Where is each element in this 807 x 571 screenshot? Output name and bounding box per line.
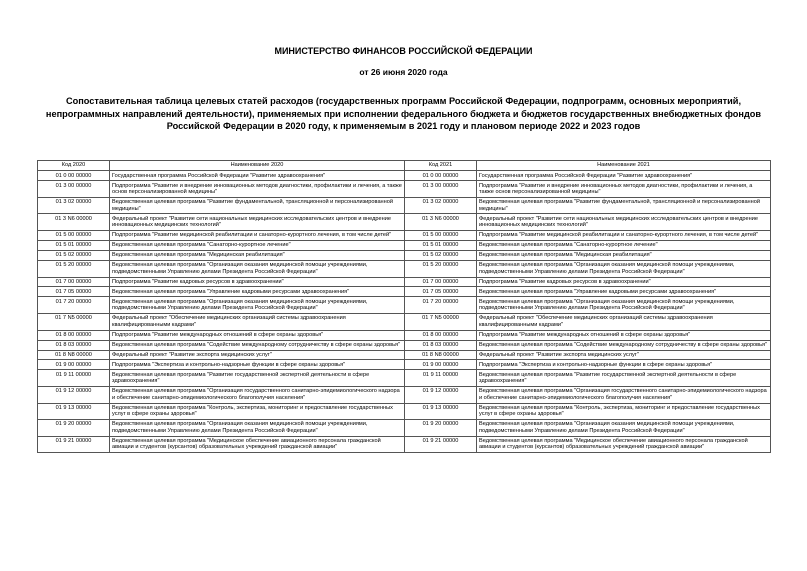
cell-name-2021: Ведомственная целевая программа "Содействие международному сотрудничеству в сфере охраны здоровья" <box>477 340 771 350</box>
cell-code-2020: 01 7 00 00000 <box>38 277 110 287</box>
table-row <box>38 287 771 297</box>
table-row <box>38 171 771 181</box>
cell-code-2020: 01 9 11 00000 <box>38 370 110 387</box>
table-row <box>38 360 771 370</box>
cell-name-2020: Подпрограмма "Развитие медицинской реабилитации и санаторно-курортного лечения, в том числе детей" <box>110 231 405 241</box>
cell-name-2020: Ведомственная целевая программа "Развитие фундаментальной, трансляционной и персонализированной медицины" <box>110 197 405 214</box>
table-row <box>38 340 771 350</box>
cell-name-2021: Подпрограмма "Экспертиза и контрольно-надзорные функции в сфере охраны здоровья" <box>477 360 771 370</box>
table-row <box>38 420 771 437</box>
table-row <box>38 403 771 420</box>
cell-code-2021: 01 7 05 00000 <box>405 287 477 297</box>
cell-name-2021: Ведомственная целевая программа "Санаторно-курортное лечение" <box>477 241 771 251</box>
cell-name-2020: Подпрограмма "Экспертиза и контрольно-надзорные функции в сфере охраны здоровья" <box>110 360 405 370</box>
table-row <box>38 241 771 251</box>
column-header-name-2021: Наименование 2021 <box>477 161 771 171</box>
table-row <box>38 387 771 404</box>
cell-name-2021: Государственная программа Российской Федерации "Развитие здравоохранения" <box>477 171 771 181</box>
comparison-table <box>37 160 771 453</box>
table-row <box>38 231 771 241</box>
column-header-code-2021: Код 2021 <box>405 161 477 171</box>
cell-code-2021: 01 9 00 00000 <box>405 360 477 370</box>
table-row <box>38 277 771 287</box>
cell-code-2021: 01 7 N5 00000 <box>405 314 477 331</box>
table-row <box>38 297 771 314</box>
cell-code-2021: 01 9 13 00000 <box>405 403 477 420</box>
cell-name-2021: Ведомственная целевая программа "Организация оказания медицинской помощи учреждениями, подведомственными Управлению делами Президента Российской Федерации" <box>477 420 771 437</box>
cell-code-2020: 01 5 01 00000 <box>38 241 110 251</box>
cell-code-2021: 01 0 00 00000 <box>405 171 477 181</box>
cell-code-2021: 01 9 11 00000 <box>405 370 477 387</box>
cell-name-2021: Подпрограмма "Развитие и внедрение инновационных методов диагностики, профилактики и лечения, а также основ персонализированной медицины" <box>477 181 771 198</box>
cell-name-2021: Ведомственная целевая программа "Организация государственного санитарно-эпидемиологического надзора и обеспечение санитарно-эпидемиологического благополучия населения" <box>477 387 771 404</box>
table-row <box>38 197 771 214</box>
cell-code-2020: 01 9 12 00000 <box>38 387 110 404</box>
cell-code-2020: 01 5 00 00000 <box>38 231 110 241</box>
cell-name-2021: Подпрограмма "Развитие международных отношений в сфере охраны здоровья" <box>477 330 771 340</box>
cell-code-2021: 01 9 12 00000 <box>405 387 477 404</box>
cell-code-2020: 01 0 00 00000 <box>38 171 110 181</box>
cell-name-2021: Ведомственная целевая программа "Управление кадровыми ресурсами здравоохранения" <box>477 287 771 297</box>
cell-code-2020: 01 7 05 00000 <box>38 287 110 297</box>
cell-name-2020: Подпрограмма "Развитие и внедрение инновационных методов диагностики, профилактики и лечения, а также основ персонализированной медицины" <box>110 181 405 198</box>
cell-name-2020: Государственная программа Российской Федерации "Развитие здравоохранения" <box>110 171 405 181</box>
document-title: Сопоставительная таблица целевых статей расходов (государственных программ Российской Федерации, подпрограмм, основных мероприятий, непрограммных направлений деятельности), применяемых при исполнении федерального бюджета и бюджетов государственных внебюджетных фондов Российской Федерации в 2020 году, к применяемым в 2021 году и плановом периоде 2022 и 2023 годов <box>45 96 762 131</box>
cell-code-2020: 01 8 00 00000 <box>38 330 110 340</box>
cell-name-2020: Федеральный проект "Развитие экспорта медицинских услуг" <box>110 350 405 360</box>
cell-code-2020: 01 5 20 00000 <box>38 260 110 277</box>
cell-code-2021: 01 3 N6 00000 <box>405 214 477 231</box>
cell-code-2020: 01 7 N5 00000 <box>38 314 110 331</box>
ministry-heading: МИНИСТЕРСТВО ФИНАНСОВ РОССИЙСКОЙ ФЕДЕРАЦИИ <box>274 46 533 56</box>
cell-name-2021: Ведомственная целевая программа "Медицинская реабилитация" <box>477 250 771 260</box>
cell-name-2020: Ведомственная целевая программа "Организация оказания медицинской помощи учреждениями, подведомственными Управлению делами Президента Российской Федерации" <box>110 420 405 437</box>
cell-name-2020: Ведомственная целевая программа "Медицинское обеспечение авиационного персонала гражданской авиации и студентов (курсантов) образовательных учреждений гражданской авиации" <box>110 436 405 453</box>
cell-name-2020: Федеральный проект "Обеспечение медицинских организаций системы здравоохранения квалифицированными кадрами" <box>110 314 405 331</box>
column-header-code-2020: Код 2020 <box>38 161 110 171</box>
table-header-row <box>38 161 771 171</box>
cell-code-2020: 01 5 02 00000 <box>38 250 110 260</box>
cell-name-2020: Ведомственная целевая программа "Развитие государственной экспертной деятельности в сфере здравоохранения" <box>110 370 405 387</box>
cell-code-2020: 01 3 02 00000 <box>38 197 110 214</box>
cell-code-2021: 01 9 21 00000 <box>405 436 477 453</box>
cell-code-2021: 01 9 20 00000 <box>405 420 477 437</box>
column-header-name-2020: Наименование 2020 <box>110 161 405 171</box>
cell-name-2021: Ведомственная целевая программа "Контроль, экспертиза, мониторинг и предоставление государственных услуг в сфере охраны здоровья" <box>477 403 771 420</box>
cell-code-2021: 01 5 00 00000 <box>405 231 477 241</box>
cell-code-2021: 01 5 01 00000 <box>405 241 477 251</box>
cell-code-2021: 01 3 02 00000 <box>405 197 477 214</box>
table-row <box>38 370 771 387</box>
cell-name-2021: Федеральный проект "Обеспечение медицинских организаций системы здравоохранения квалифицированными кадрами" <box>477 314 771 331</box>
cell-name-2021: Ведомственная целевая программа "Развитие фундаментальной, трансляционной и персонализированной медицины" <box>477 197 771 214</box>
cell-code-2020: 01 9 13 00000 <box>38 403 110 420</box>
cell-code-2021: 01 7 00 00000 <box>405 277 477 287</box>
cell-name-2020: Ведомственная целевая программа "Контроль, экспертиза, мониторинг и предоставление государственных услуг в сфере охраны здоровья" <box>110 403 405 420</box>
cell-name-2020: Ведомственная целевая программа "Санаторно-курортное лечение" <box>110 241 405 251</box>
cell-code-2020: 01 3 00 00000 <box>38 181 110 198</box>
document-date: от 26 июня 2020 года <box>359 67 448 77</box>
cell-code-2020: 01 8 03 00000 <box>38 340 110 350</box>
cell-name-2021: Ведомственная целевая программа "Организация оказания медицинской помощи учреждениями, подведомственными Управлению делами Президента Российской Федерации" <box>477 260 771 277</box>
cell-name-2021: Федеральный проект "Развитие экспорта медицинских услуг" <box>477 350 771 360</box>
table-row <box>38 350 771 360</box>
cell-code-2021: 01 8 03 00000 <box>405 340 477 350</box>
table-row <box>38 330 771 340</box>
cell-code-2020: 01 3 N6 00000 <box>38 214 110 231</box>
cell-name-2021: Ведомственная целевая программа "Организация оказания медицинской помощи учреждениями, подведомственными Управлению делами Президента Российской Федерации" <box>477 297 771 314</box>
table-row <box>38 260 771 277</box>
cell-name-2021: Подпрограмма "Развитие кадровых ресурсов в здравоохранении" <box>477 277 771 287</box>
cell-name-2020: Ведомственная целевая программа "Управление кадровыми ресурсами здравоохранения" <box>110 287 405 297</box>
cell-code-2020: 01 7 20 00000 <box>38 297 110 314</box>
cell-name-2020: Ведомственная целевая программа "Организация оказания медицинской помощи учреждениями, подведомственными Управлению делами Президента Российской Федерации" <box>110 297 405 314</box>
cell-code-2021: 01 5 02 00000 <box>405 250 477 260</box>
cell-code-2020: 01 9 20 00000 <box>38 420 110 437</box>
cell-name-2020: Федеральный проект "Развитие сети национальных медицинских исследовательских центров и внедрение инновационных медицинских технологий" <box>110 214 405 231</box>
cell-name-2020: Ведомственная целевая программа "Медицинская реабилитация" <box>110 250 405 260</box>
cell-code-2020: 01 8 N8 00000 <box>38 350 110 360</box>
cell-name-2020: Подпрограмма "Развитие кадровых ресурсов в здравоохранении" <box>110 277 405 287</box>
cell-name-2020: Подпрограмма "Развитие международных отношений в сфере охраны здоровья" <box>110 330 405 340</box>
cell-code-2021: 01 5 20 00000 <box>405 260 477 277</box>
cell-name-2020: Ведомственная целевая программа "Организация оказания медицинской помощи учреждениями, подведомственными Управлению делами Президента Российской Федерации" <box>110 260 405 277</box>
table-row <box>38 436 771 453</box>
cell-code-2021: 01 8 00 00000 <box>405 330 477 340</box>
cell-name-2021: Подпрограмма "Развитие медицинской реабилитации и санаторно-курортного лечения, в том числе детей" <box>477 231 771 241</box>
table-body <box>38 171 771 453</box>
cell-code-2021: 01 3 00 00000 <box>405 181 477 198</box>
cell-code-2021: 01 7 20 00000 <box>405 297 477 314</box>
cell-code-2020: 01 9 00 00000 <box>38 360 110 370</box>
table-row <box>38 250 771 260</box>
table-row <box>38 314 771 331</box>
cell-name-2021: Федеральный проект "Развитие сети национальных медицинских исследовательских центров и внедрение инновационных медицинских технологий" <box>477 214 771 231</box>
cell-code-2021: 01 8 N8 00000 <box>405 350 477 360</box>
table-row <box>38 181 771 198</box>
cell-name-2021: Ведомственная целевая программа "Медицинское обеспечение авиационного персонала гражданской авиации и студентов (курсантов) образовательных учреждений гражданской авиации" <box>477 436 771 453</box>
cell-name-2020: Ведомственная целевая программа "Организация государственного санитарно-эпидемиологического надзора и обеспечение санитарно-эпидемиологического благополучия населения" <box>110 387 405 404</box>
table-row <box>38 214 771 231</box>
cell-code-2020: 01 9 21 00000 <box>38 436 110 453</box>
cell-name-2020: Ведомственная целевая программа "Содействие международному сотрудничеству в сфере охраны здоровья" <box>110 340 405 350</box>
cell-name-2021: Ведомственная целевая программа "Развитие государственной экспертной деятельности в сфере здравоохранения" <box>477 370 771 387</box>
